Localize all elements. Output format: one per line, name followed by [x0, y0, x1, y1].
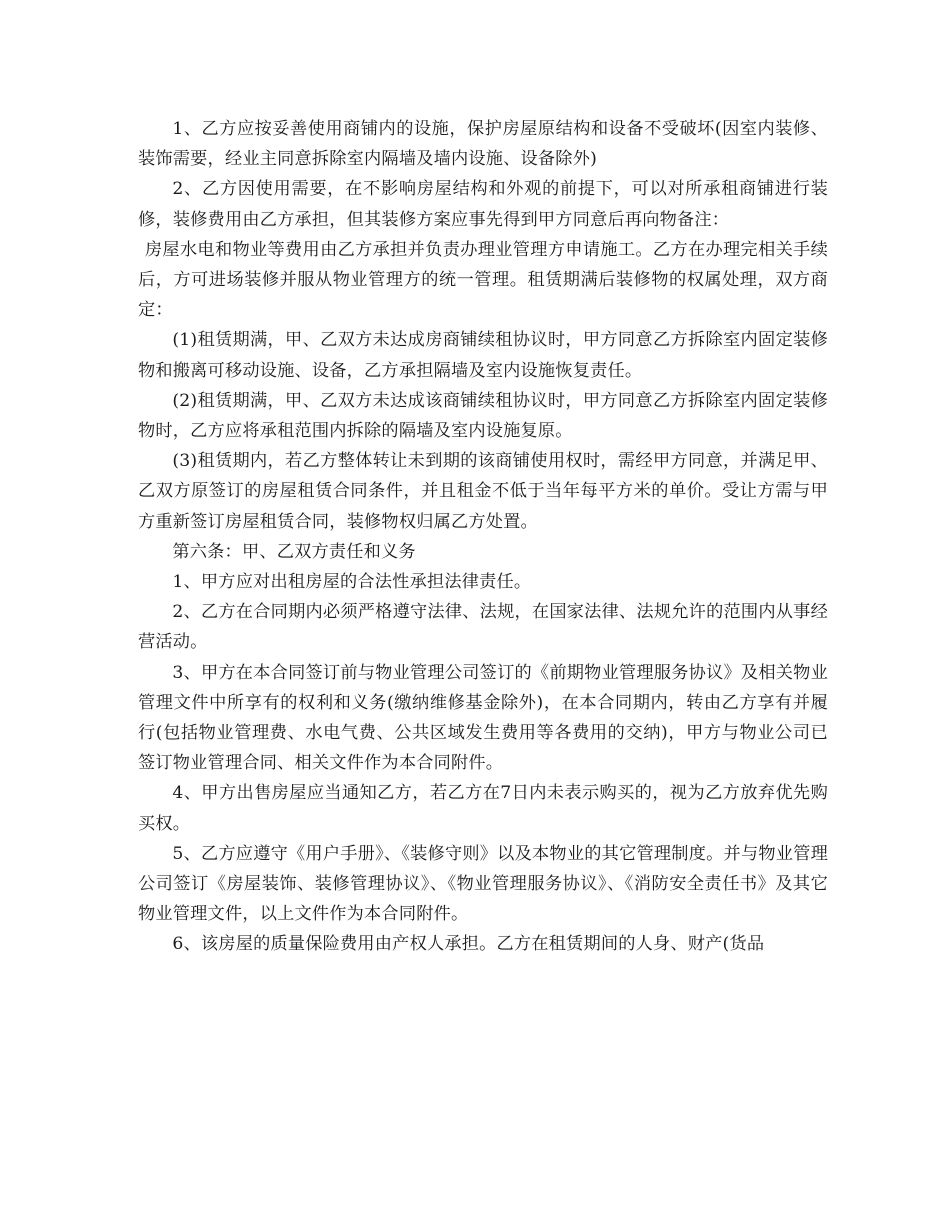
paragraph-10: 3、甲方在本合同签订前与物业管理公司签订的《前期物业管理服务协议》及相关物业管理文件中所享有的权利和义务(缴纳维修基金除外)，在本合同期内，转由乙方享有并履行(包括物业管理费、水电气费、公共区域发生费用等各费用的交纳)，甲方与物业公司已签订物业管理合同、相关文件作为本合同附件。	[138, 662, 828, 774]
paragraph-2: 2、乙方因使用需要，在不影响房屋结构和外观的前提下，可以对所承租商铺进行装修，装修费用由乙方承担，但其装修方案应事先得到甲方同意后再向物备注：	[138, 179, 828, 230]
paragraph-12: 5、乙方应遵守《用户手册》、《装修守则》以及本物业的其它管理制度。并与物业管理公司签订《房屋装饰、装修管理协议》、《物业管理服务协议》、《消防安全责任书》及其它物业管理文件，以上文件作为本合同附件。	[138, 843, 828, 925]
paragraph-8: 1、甲方应对出租房屋的合法性承担法律责任。	[172, 572, 532, 593]
paragraph-4: (1)租赁期满，甲、乙双方未达成房商铺续租协议时，甲方同意乙方拆除室内固定装修物和搬离可移动设施、设备，乙方承担隔墙及室内设施恢复责任。	[138, 330, 828, 381]
paragraph-1: 1、乙方应按妥善使用商铺内的设施，保护房屋原结构和设备不受破坏(因室内装修、装饰需要，经业主同意拆除室内隔墙及墙内设施、设备除外)	[138, 119, 828, 170]
section-heading: 第六条：甲、乙双方责任和义务	[172, 541, 416, 562]
paragraph-11: 4、甲方出售房屋应当通知乙方，若乙方在7日内未表示购买的，视为乙方放弃优先购买权。	[138, 783, 828, 834]
paragraph-5: (2)租赁期满，甲、乙双方未达成该商铺续租协议时，甲方同意乙方拆除室内固定装修物时，乙方应将承租范围内拆除的隔墙及室内设施复原。	[138, 390, 828, 442]
paragraph-3: 房屋水电和物业等费用由乙方承担并负责办理业管理方申请施工。乙方在办理完相关手续后，方可进场装修并服从物业管理方的统一管理。租赁期满后装修物的权属处理，双方商定：	[138, 239, 828, 321]
document-body	[138, 114, 828, 960]
paragraph-13: 6、该房屋的质量保险费用由产权人承担。乙方在租赁期间的人身、财产(货品	[172, 934, 765, 955]
paragraph-6: (3)租赁期内，若乙方整体转让未到期的该商铺使用权时，需经甲方同意，并满足甲、乙双方原签订的房屋租赁合同条件，并且租金不低于当年每平方米的单价。受让方需与甲方重新签订房屋租赁合同，装修物权归属乙方处置。	[138, 451, 828, 532]
paragraph-9: 2、乙方在合同期内必须严格遵守法律、法规，在国家法律、法规允许的范围内从事经营活动。	[138, 602, 828, 653]
